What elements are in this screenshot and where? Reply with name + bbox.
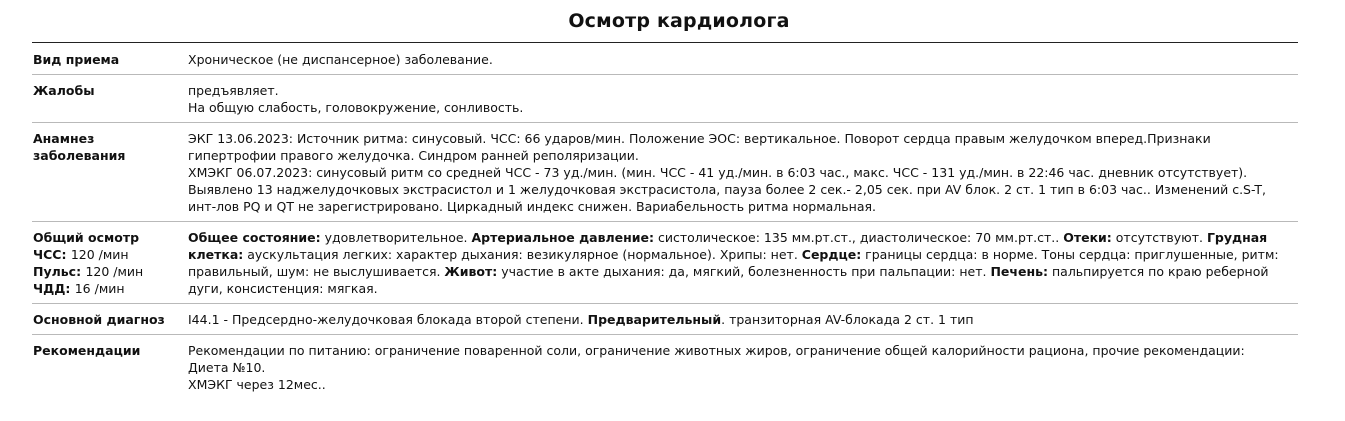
recommendation-line: Диета №10. xyxy=(188,360,266,375)
general-exam-label xyxy=(32,229,188,297)
anamnesis-label xyxy=(32,130,188,215)
exam-heading: Отеки: xyxy=(1063,230,1112,245)
vital-rr xyxy=(33,280,188,297)
exam-heading: Грудная клетка: xyxy=(188,230,1268,262)
anamnesis-label-line: заболевания xyxy=(33,148,126,163)
general-exam-value xyxy=(188,229,1298,297)
vital-value: 120 /мин xyxy=(85,264,144,279)
visit-type-value: Хроническое (не диспансерное) заболевание. xyxy=(188,52,493,67)
diagnosis-qualifier: Предварительный xyxy=(587,312,722,327)
complaints-label: Жалобы xyxy=(33,83,95,98)
exam-heading: Общее состояние: xyxy=(188,230,321,245)
row-visit-type xyxy=(32,44,1298,75)
general-exam-title: Общий осмотр xyxy=(33,230,140,245)
recommendation-line: Рекомендации по питанию: ограничение поваренной соли, ограничение животных жиров, ограничение общей калорийности рациона, прочие рекомендации: xyxy=(188,343,1245,358)
exam-text: удовлетворительное. xyxy=(320,230,472,245)
row-diagnosis xyxy=(32,304,1298,335)
complaints-line: предъявляет. xyxy=(188,83,279,98)
exam-table xyxy=(32,44,1298,399)
exam-heading: Печень: xyxy=(990,264,1049,279)
vital-name: Пульс: xyxy=(33,264,82,279)
complaints-line: На общую слабость, головокружение, сонливость. xyxy=(188,100,524,115)
vital-name: ЧСС: xyxy=(33,247,67,262)
row-general-exam xyxy=(32,222,1298,304)
anamnesis-label-line: Анамнез xyxy=(33,131,95,146)
complaints-value xyxy=(188,82,1298,116)
vital-hr xyxy=(33,246,188,263)
exam-text: систолическое: 135 мм.рт.ст., диастолическое: 70 мм.рт.ст.. xyxy=(654,230,1064,245)
exam-heading: Артериальное давление: xyxy=(471,230,655,245)
vital-value: 16 /мин xyxy=(74,281,125,296)
anamnesis-holter: ХМЭКГ 06.07.2023: синусовый ритм со средней ЧСС - 73 уд./мин. (мин. ЧСС - 41 уд./мин. в 6:03 час., макс. ЧСС - 131 уд./мин. в 22:46 час. дневник отсутствует). Выявлено 13 наджелудочковых экстрасистол и 1 желудочковая экстрасистола, пауза более 2 сек.- 2,05 сек. при AV блок. 2 ст. 1 тип в 6:03 час.. Изменений c.S-T, инт-лов PQ и QT не зарегистрировано. Циркадный индекс снижен. Вариабельность ритма нормальная. xyxy=(188,165,1266,214)
exam-heading: Сердце: xyxy=(801,247,862,262)
anamnesis-value xyxy=(188,130,1298,215)
diagnosis-value xyxy=(188,311,1298,328)
row-recommendations xyxy=(32,335,1298,399)
page-title: Осмотр кардиолога xyxy=(568,10,790,32)
exam-text: участие в акте дыхания: да, мягкий, болезненность при пальпации: нет. xyxy=(497,264,991,279)
recommendations-value xyxy=(188,342,1298,393)
diagnosis-detail: . транзиторная AV-блокада 2 ст. 1 тип xyxy=(721,312,974,327)
exam-text: аускультация легких: характер дыхания: везикулярное (нормальное). Хрипы: нет. xyxy=(243,247,802,262)
diagnosis-label: Основной диагноз xyxy=(33,312,165,327)
vital-name: ЧДД: xyxy=(33,281,71,296)
title-divider xyxy=(32,42,1298,43)
anamnesis-ecg: ЭКГ 13.06.2023: Источник ритма: синусовый. ЧСС: 66 ударов/мин. Положение ЭОС: вертикальное. Поворот сердца правым желудочком вперед.Признаки гипертрофии правого желудочка. Синдром ранней реполяризации. xyxy=(188,131,1211,163)
exam-text: пальпируется по краю реберной дуги, консистенция: мягкая. xyxy=(188,264,1269,296)
visit-type-label: Вид приема xyxy=(33,52,120,67)
recommendation-line: ХМЭКГ через 12мес.. xyxy=(188,377,326,392)
recommendations-label: Рекомендации xyxy=(33,343,141,358)
exam-text: границы сердца: в норме. Тоны сердца: приглушенные, ритм: правильный, шум: не выслушивается. xyxy=(188,247,1279,279)
diagnosis-code: I44.1 - Предсердно-желудочковая блокада второй степени. xyxy=(188,312,588,327)
exam-heading: Живот: xyxy=(444,264,498,279)
vital-pulse xyxy=(33,263,188,280)
exam-text: отсутствуют. xyxy=(1111,230,1207,245)
row-complaints xyxy=(32,75,1298,123)
row-anamnesis xyxy=(32,123,1298,222)
vital-value: 120 /мин xyxy=(70,247,129,262)
